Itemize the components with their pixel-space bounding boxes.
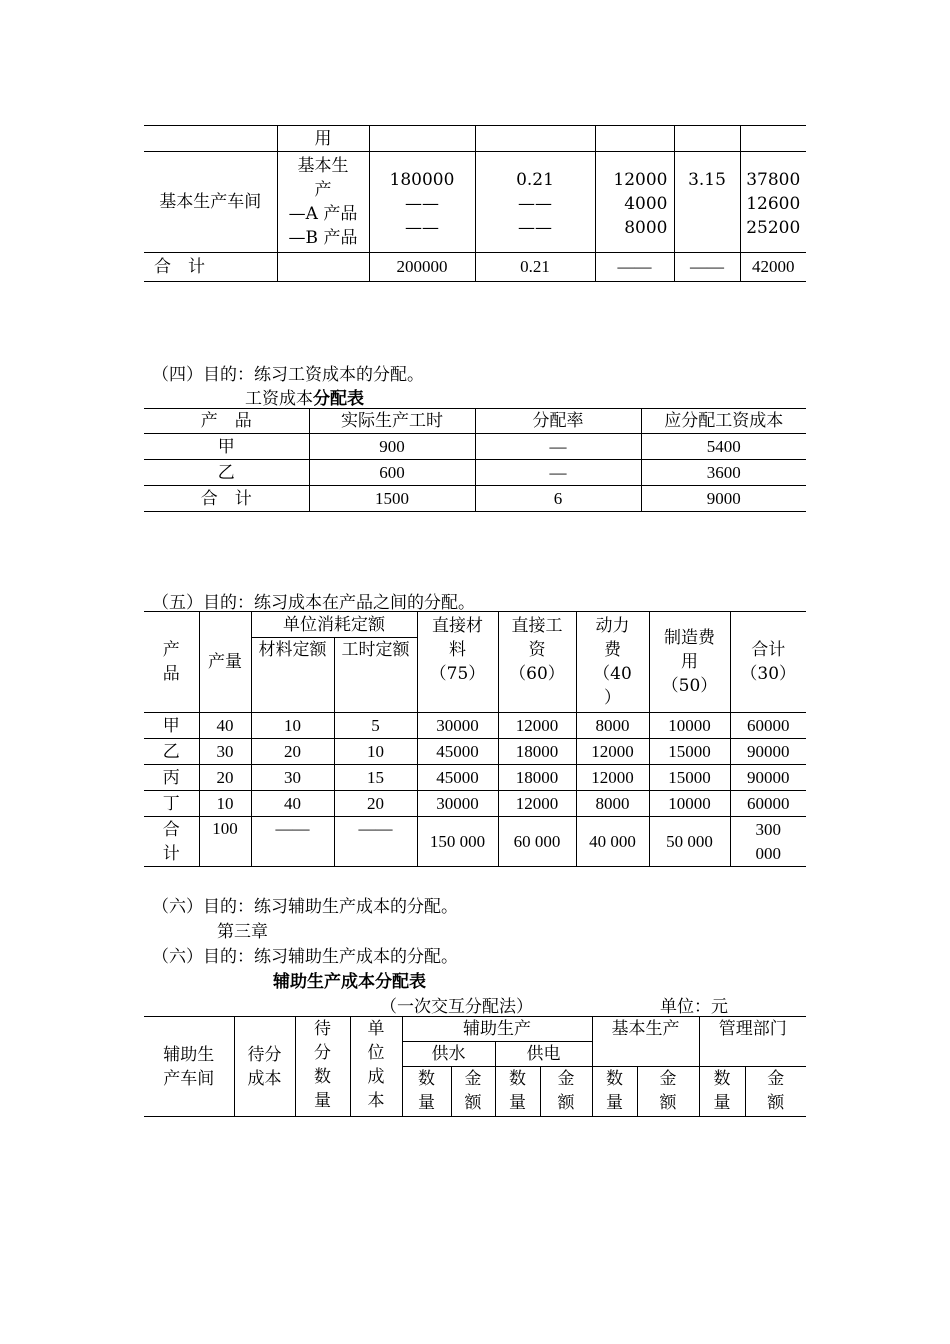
header-material-quota: 材料定额 <box>251 638 334 713</box>
cell: 18000 <box>498 739 576 765</box>
cell: — <box>475 460 641 486</box>
header-direct-material <box>417 612 498 713</box>
cell: 6 <box>475 486 641 512</box>
section6-unit: 单位：元 <box>660 997 728 1017</box>
total-line: 合 <box>162 819 180 839</box>
value: 180000 <box>389 170 455 190</box>
cell: 10 <box>251 713 334 739</box>
header-line: 数 <box>713 1069 731 1089</box>
value: 12000 <box>613 170 668 190</box>
title-bold: 分配表 <box>313 389 364 409</box>
cell: 40 <box>251 791 334 817</box>
cell: 丙 <box>144 765 199 791</box>
section6-heading-a: （六）目的：练习辅助生产成本的分配。 <box>152 897 458 917</box>
item-line: —B 产品 <box>288 228 358 248</box>
value: 3.15 <box>688 170 726 190</box>
cell: 45000 <box>417 765 498 791</box>
cell: — <box>475 434 641 460</box>
cell: 3600 <box>641 460 806 486</box>
section4-title <box>245 384 364 409</box>
cell: 1500 <box>309 486 475 512</box>
header-line: 量 <box>606 1093 623 1113</box>
header-count <box>495 1067 540 1117</box>
header-management: 管理部门 <box>699 1017 806 1067</box>
header-line: 产车间 <box>163 1068 215 1089</box>
total-quantity: 100 <box>199 817 251 867</box>
cell: 15 <box>334 765 417 791</box>
cell: 30 <box>251 765 334 791</box>
cell: 20 <box>251 739 334 765</box>
cell: 12000 <box>576 739 649 765</box>
header-line: 成 <box>367 1067 385 1087</box>
total-direct-material: 150 000 <box>417 817 498 867</box>
total-label: 合 计 <box>144 253 277 282</box>
header-line: 量 <box>314 1091 331 1111</box>
cell: 乙 <box>144 739 199 765</box>
header-line: 额 <box>464 1093 482 1113</box>
value: —— <box>518 194 552 214</box>
cell: 10000 <box>649 713 730 739</box>
header-line: 资 <box>528 640 546 660</box>
chapter-title: 第三章 <box>217 922 268 942</box>
cell: 8000 <box>576 713 649 739</box>
cell: 10000 <box>649 791 730 817</box>
product-cost-table <box>144 611 806 867</box>
header-line: 数 <box>418 1069 435 1089</box>
header-line: 位 <box>367 1043 385 1063</box>
value: —— <box>405 194 439 214</box>
quota-cell <box>595 152 674 253</box>
cell: 90000 <box>730 765 806 791</box>
section4-heading: （四）目的：练习工资成本的分配。 <box>152 365 424 385</box>
header-line: 成本 <box>247 1068 282 1089</box>
cell: 合 计 <box>144 486 309 512</box>
header-amount <box>540 1067 592 1117</box>
total-hour-quota: —— <box>334 817 417 867</box>
quantity-cell <box>369 152 475 253</box>
value: 25200 <box>746 218 801 238</box>
rate-cell <box>475 152 595 253</box>
header-line: （40 <box>593 664 632 684</box>
cell: 18000 <box>498 765 576 791</box>
header-amount <box>745 1067 806 1117</box>
cell <box>674 126 740 152</box>
item-line: 基本生 <box>297 156 349 176</box>
cell <box>369 126 475 152</box>
value: 4000 <box>624 194 668 214</box>
header-line: 额 <box>767 1093 785 1113</box>
header-line: 产 <box>162 640 180 660</box>
cell: 5400 <box>641 434 806 460</box>
header-line: 数 <box>509 1069 526 1089</box>
header-line: 待分 <box>247 1044 282 1065</box>
cell: 12000 <box>498 713 576 739</box>
header-unit-quota: 单位消耗定额 <box>251 612 417 638</box>
total-direct-wage: 60 000 <box>498 817 576 867</box>
total-rate: 0.21 <box>475 253 595 282</box>
header-line: 额 <box>557 1093 575 1113</box>
cell <box>595 126 674 152</box>
workshop-label: 基本生产车间 <box>144 152 277 253</box>
total-amount: 42000 <box>740 253 806 282</box>
material-allocation-table <box>144 125 806 282</box>
header-line: 用 <box>681 652 698 672</box>
header-cell: 分配率 <box>475 409 641 434</box>
header-power <box>576 612 649 713</box>
header-line: 额 <box>659 1093 677 1113</box>
cell: 600 <box>309 460 475 486</box>
cell: 5 <box>334 713 417 739</box>
header-line: （60） <box>509 664 565 684</box>
header-line: 合计 <box>751 640 786 660</box>
header-line: 数 <box>314 1067 331 1087</box>
total-label <box>144 817 199 867</box>
header-line: 直接工 <box>511 616 563 636</box>
header-cell: 产 品 <box>144 409 309 434</box>
value: —— <box>405 218 439 238</box>
value: 0.21 <box>516 170 554 190</box>
header-line: 单 <box>367 1019 385 1039</box>
total-quantity: 200000 <box>369 253 475 282</box>
header-basic-production: 基本生产 <box>592 1017 699 1067</box>
cell: 60000 <box>730 713 806 739</box>
header-line: 金 <box>659 1069 677 1089</box>
cell: 15000 <box>649 765 730 791</box>
total-line: 000 <box>755 843 781 863</box>
cell: 8000 <box>576 791 649 817</box>
header-line: 直接材 <box>432 616 483 636</box>
cell: 900 <box>309 434 475 460</box>
header-line: 量 <box>418 1093 435 1113</box>
header-line: 金 <box>464 1069 482 1089</box>
header-count <box>402 1067 451 1117</box>
cell: 30 <box>199 739 251 765</box>
total-material-quota: —— <box>251 817 334 867</box>
header-line: 料 <box>449 640 466 660</box>
value: 8000 <box>624 218 668 238</box>
wage-allocation-table <box>144 408 806 512</box>
aux-cost-allocation-table <box>144 1016 806 1117</box>
total-manufacturing: 50 000 <box>649 817 730 867</box>
header-line: （50） <box>661 676 718 696</box>
header-line: 辅助生 <box>163 1044 215 1065</box>
header-manufacturing <box>649 612 730 713</box>
section6-heading-b: （六）目的：练习辅助生产成本的分配。 <box>152 947 458 967</box>
total-sum <box>730 817 806 867</box>
cell: 10 <box>334 739 417 765</box>
cell: 20 <box>199 765 251 791</box>
header-line: ） <box>604 688 621 708</box>
cell: 90000 <box>730 739 806 765</box>
header-line: 数 <box>606 1069 623 1089</box>
header-line: 金 <box>767 1069 785 1089</box>
item-cell <box>277 152 369 253</box>
cell: 10 <box>199 791 251 817</box>
header-hour-quota: 工时定额 <box>334 638 417 713</box>
header-line: 本 <box>367 1091 385 1111</box>
header-line: 待 <box>314 1019 331 1039</box>
header-amount <box>637 1067 699 1117</box>
header-cost <box>234 1017 295 1117</box>
header-unit-cost <box>350 1017 402 1117</box>
cell: 甲 <box>144 434 309 460</box>
total-power: 40 000 <box>576 817 649 867</box>
header-quantity: 产量 <box>199 612 251 713</box>
header-count <box>592 1067 637 1117</box>
item-line: —A 产品 <box>288 204 358 224</box>
header-aux-production: 辅助生产 <box>402 1017 592 1042</box>
header-cell: 应分配工资成本 <box>641 409 806 434</box>
cell: 40 <box>199 713 251 739</box>
header-direct-wage <box>498 612 576 713</box>
header-line: 动力 <box>595 616 630 636</box>
title-plain: 工资成本 <box>245 389 313 409</box>
amount-cell <box>740 152 806 253</box>
header-workshop <box>144 1017 234 1117</box>
cell: 9000 <box>641 486 806 512</box>
cell: 30000 <box>417 713 498 739</box>
cell: 乙 <box>144 460 309 486</box>
cell <box>277 253 369 282</box>
header-line: （75） <box>429 664 486 684</box>
value: 37800 <box>746 170 801 190</box>
header-line: 制造费 <box>664 628 715 648</box>
section6-table-title: 辅助生产成本分配表 <box>273 972 426 992</box>
header-line: 费 <box>604 640 621 660</box>
cell: 12000 <box>576 765 649 791</box>
cell: 甲 <box>144 713 199 739</box>
total-line: 计 <box>162 843 180 863</box>
cell: 20 <box>334 791 417 817</box>
item-line: 产 <box>314 180 332 200</box>
header-line: （30） <box>740 664 797 684</box>
value: —— <box>518 218 552 238</box>
header-line: 分 <box>314 1043 331 1063</box>
cell <box>740 126 806 152</box>
cell: 45000 <box>417 739 498 765</box>
rate2-cell <box>674 152 740 253</box>
cell: 60000 <box>730 791 806 817</box>
total-line: 300 <box>755 819 781 839</box>
cell: 用 <box>277 126 369 152</box>
cell: 丁 <box>144 791 199 817</box>
header-total <box>730 612 806 713</box>
header-cell: 实际生产工时 <box>309 409 475 434</box>
section5-heading: （五）目的：练习成本在产品之间的分配。 <box>152 593 475 613</box>
total-rate2: —— <box>674 253 740 282</box>
header-amount <box>451 1067 495 1117</box>
header-line: 品 <box>162 664 180 684</box>
header-line: 金 <box>557 1069 575 1089</box>
cell: 30000 <box>417 791 498 817</box>
header-power: 供电 <box>495 1042 592 1067</box>
cell: 15000 <box>649 739 730 765</box>
total-quota: —— <box>595 253 674 282</box>
cell: 12000 <box>498 791 576 817</box>
header-quantity <box>295 1017 350 1117</box>
header-water: 供水 <box>402 1042 495 1067</box>
header-count <box>699 1067 745 1117</box>
section6-subtitle: （一次交互分配法） <box>380 997 533 1017</box>
header-line: 量 <box>713 1093 731 1113</box>
header-line: 量 <box>509 1093 526 1113</box>
cell <box>475 126 595 152</box>
header-product <box>144 612 199 713</box>
cell <box>144 126 277 152</box>
value: 12600 <box>746 194 801 214</box>
